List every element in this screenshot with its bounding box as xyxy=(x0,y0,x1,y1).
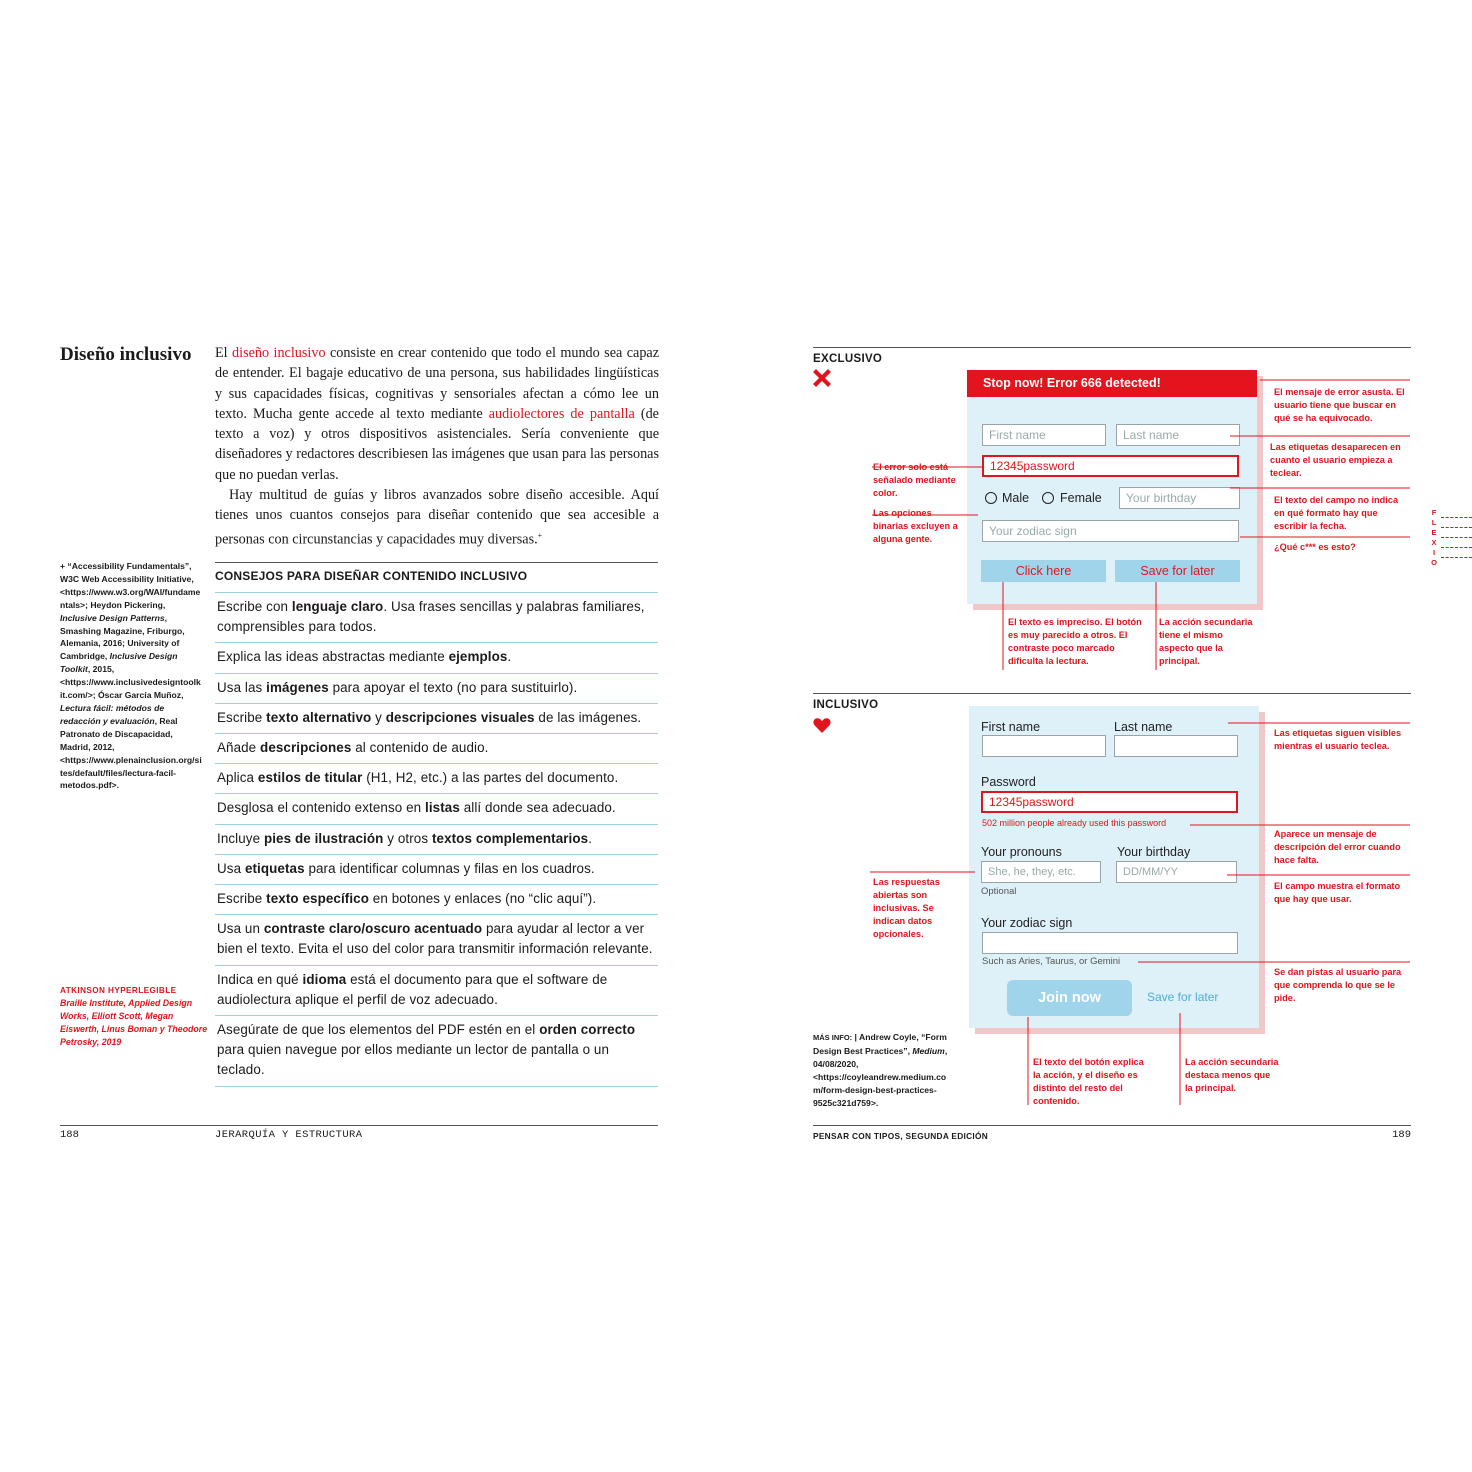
tip-row xyxy=(215,764,658,794)
more-info-label: MÁS INFO: xyxy=(813,1033,853,1042)
tip-text: . Usa frases sencillas y palabras familiares, comprensibles para todos. xyxy=(217,599,645,635)
tip-text: Incluye xyxy=(217,830,264,846)
tip-text: Escribe xyxy=(217,709,267,725)
footnote-marker: + xyxy=(537,530,543,540)
running-head-left: JERARQUÍA Y ESTRUCTURA xyxy=(215,1129,363,1141)
tip-text: de las imágenes. xyxy=(534,709,642,725)
side-tab-letter: X xyxy=(1431,538,1437,547)
tip-row xyxy=(215,643,658,673)
tip-text: y otros xyxy=(383,830,432,846)
more-info-run: Medium xyxy=(912,1045,945,1056)
tip-emphasis: lenguaje claro xyxy=(291,599,384,614)
last-name-label: Last name xyxy=(1114,720,1173,734)
tips-table xyxy=(215,562,658,1087)
tip-text: y xyxy=(371,709,386,725)
note-open-answers: Las respuestas abiertas son inclusivas. Se indican datos opcionales. xyxy=(873,877,940,939)
tip-emphasis: listas xyxy=(425,800,460,816)
tip-emphasis: texto alternativo xyxy=(266,709,372,725)
tip-text: . xyxy=(507,649,512,665)
tip-text: Explica las ideas abstractas mediante xyxy=(217,649,449,665)
password-label: Password xyxy=(981,775,1036,789)
join-now-button[interactable]: Join now xyxy=(1007,980,1132,1016)
zodiac-hint: Such as Aries, Taurus, or Gemini xyxy=(982,956,1121,967)
intro-text xyxy=(215,343,659,550)
tip-text: Asegúrate de que los elementos del PDF estén en el xyxy=(217,1022,540,1038)
footnote xyxy=(60,560,202,792)
password-input[interactable]: 12345password xyxy=(981,791,1238,813)
side-tab-letter: L xyxy=(1431,518,1437,527)
pronouns-label: Your pronouns xyxy=(981,845,1062,859)
running-head-right: PENSAR CON TIPOS, SEGUNDA EDICIÓN xyxy=(813,1131,989,1141)
footnote-run: Lectura fácil: métodos de redacción y evaluación xyxy=(60,702,165,726)
inclusivo-rule xyxy=(813,693,1411,694)
side-tab-letters xyxy=(1428,508,1440,568)
font-credit-title: ATKINSON HYPERLEGIBLE xyxy=(60,986,177,995)
side-tab-letter: F xyxy=(1431,508,1437,517)
tip-emphasis: contraste claro/oscuro acentuado xyxy=(263,921,483,937)
tip-text: para apoyar el texto (no para sustituirlo). xyxy=(328,679,578,695)
side-tab-letter: I xyxy=(1432,548,1436,557)
tip-text: Escribe con xyxy=(217,599,292,614)
first-name-label: First name xyxy=(981,720,1041,734)
inclusivo-label: INCLUSIVO xyxy=(813,699,879,711)
tip-text: está el documento para que el software de audiolectura aplique el perfil de voz adecuado. xyxy=(217,971,608,1007)
exclusivo-label: EXCLUSIVO xyxy=(813,353,883,365)
tip-emphasis: descripciones visuales xyxy=(385,709,535,725)
note-secondary-less: La acción secundaria destaca menos que la principal. xyxy=(1185,1057,1279,1093)
font-credit-body: Braille Institute, Applied Design Works, Elliott Scott, Megan Eiswerth, Linus Boman y Theodore Petrosky, 2019 xyxy=(60,998,208,1047)
tip-text: Aplica xyxy=(217,770,258,786)
tip-row xyxy=(215,734,658,764)
tip-row xyxy=(215,825,658,855)
save-for-later-button[interactable]: Save for later xyxy=(1115,560,1240,582)
tip-text: para identificar columnas y filas en los cuadros. xyxy=(304,860,595,876)
tip-text: al contenido de audio. xyxy=(351,740,489,756)
zodiac-label: Your zodiac sign xyxy=(981,916,1073,930)
tip-emphasis: orden correcto xyxy=(539,1022,636,1038)
pronouns-placeholder: She, he, they, etc. xyxy=(988,866,1076,878)
note-button-text: El texto del botón explica la acción, y el diseño es distinto del resto del contenido. xyxy=(1033,1057,1144,1106)
more-info xyxy=(813,1031,953,1109)
note-what-is-this: ¿Qué c*** es esto? xyxy=(1274,542,1356,552)
tip-emphasis: pies de ilustración xyxy=(263,830,384,846)
tip-row xyxy=(215,915,658,965)
tip-emphasis: etiquetas xyxy=(244,860,305,876)
password-error-message: 502 million people already used this password xyxy=(982,818,1167,828)
note-field-format: El texto del campo no indica en qué formato hay que escribir la fecha. xyxy=(1274,495,1399,531)
tip-text: . xyxy=(588,830,593,846)
intro-highlight: audiolectores de pantalla xyxy=(488,405,635,422)
tip-text: Añade xyxy=(217,740,261,756)
intro-text-run: (de texto a voz) y otros dispositivos asistenciales. Sería conveniente que diseñadores y redactores describiesen las imágenes que usan para las personas que no puedan verlas. xyxy=(215,405,659,483)
tip-text: para quien navegue por ellos mediante un lector de pantalla o un teclado. xyxy=(217,1042,610,1078)
tips-title: CONSEJOS PARA DISEÑAR CONTENIDO INCLUSIVO xyxy=(215,563,658,593)
tip-row xyxy=(215,966,658,1016)
note-error-scares: El mensaje de error asusta. El usuario tiene que buscar en qué se ha equivocado. xyxy=(1274,387,1405,423)
note-hints: Se dan pistas al usuario para que comprenda lo que se le pide. xyxy=(1274,967,1402,1003)
optional-hint: Optional xyxy=(981,886,1017,897)
note-secondary-same: La acción secundaria tiene el mismo aspecto que la principal. xyxy=(1159,617,1253,666)
footnote-run: Inclusive Design Toolkit xyxy=(60,651,178,675)
note-error-description: Aparece un mensaje de descripción del error cuando hace falta. xyxy=(1274,829,1401,865)
footnote-run: , Real Patronato de Discapacidad, Madrid, 2012, <https://www.plenainclusion.org/sites/default/files/lectura-facil-metodos.pdf>. xyxy=(60,715,202,791)
note-field-format-good: El campo muestra el formato que hay que usar. xyxy=(1274,881,1401,904)
intro-highlight: diseño inclusivo xyxy=(232,345,326,361)
tip-text: Desglosa el contenido extenso en xyxy=(217,800,426,816)
save-for-later-link[interactable]: Save for later xyxy=(1147,990,1219,1004)
tip-row xyxy=(215,674,658,704)
intro-text-run: consiste en crear contenido que todo el mundo sea capaz de entender. El bagaje educativo de una persona, sus habilidades lingüísticas y sus capacidades físicas, cognitivas y sensoriales afectan a cómo lee un texto. Mucha gente accede al texto mediante xyxy=(215,345,660,422)
page-number-right: 189 xyxy=(1392,1129,1411,1141)
last-name-field[interactable]: Last name xyxy=(1116,424,1240,446)
tips-list xyxy=(215,593,658,1087)
tip-emphasis: texto específico xyxy=(266,891,369,907)
footer-left xyxy=(60,1125,658,1139)
footnote-run: Inclusive Design Patterns xyxy=(60,612,165,623)
birthday-label: Your birthday xyxy=(1117,845,1191,859)
note-binary-options: Las opciones binarias excluyen a alguna gente. xyxy=(873,508,958,544)
page-number-left: 188 xyxy=(60,1129,79,1141)
tip-row xyxy=(215,855,658,885)
tip-text: en botones y enlaces (no “clic aquí”). xyxy=(368,891,597,907)
note-imprecise-text: El texto es impreciso. El botón es muy parecido a otros. El contraste poco marcado dificulta la lectura. xyxy=(1008,617,1142,666)
password-field[interactable]: 12345password xyxy=(982,455,1239,477)
note-labels-disappear: Las etiquetas desaparecen en cuanto el usuario empieza a teclear. xyxy=(1270,442,1401,478)
birthday-field[interactable]: Your birthday xyxy=(1119,487,1240,509)
tip-text: Escribe xyxy=(217,891,267,907)
side-tab-rules xyxy=(1441,508,1472,558)
tip-row xyxy=(215,704,658,734)
side-tab-letter: E xyxy=(1431,528,1437,537)
exclusivo-rule xyxy=(813,347,1411,348)
tip-text: Usa xyxy=(217,860,245,876)
intro-paragraph-2 xyxy=(215,485,659,550)
zodiac-field[interactable]: Your zodiac sign xyxy=(982,520,1239,542)
tip-row xyxy=(215,885,658,915)
tip-text: Indica en qué xyxy=(217,971,303,987)
tip-emphasis: descripciones xyxy=(260,740,352,756)
side-tab xyxy=(1428,508,1472,568)
footnote-run: , Smashing Magazine, Friburgo, Alemania, 2016; University of Cambridge, xyxy=(60,612,185,662)
footer-right xyxy=(813,1125,1411,1139)
tip-row xyxy=(215,1016,658,1087)
more-info-run: | Andrew Coyle, “Form Design Best Practices”, xyxy=(813,1032,947,1056)
tip-emphasis: textos complementarios xyxy=(431,830,589,846)
radio-male-label: Male xyxy=(1002,491,1030,505)
first-name-field[interactable]: First name xyxy=(982,424,1106,446)
tip-emphasis: ejemplos xyxy=(448,649,508,665)
tip-text: para ayudar al lector a ver bien el texto. Evita el uso del color para transmitir información relevante. xyxy=(217,921,653,957)
birthday-placeholder: DD/MM/YY xyxy=(1123,866,1178,878)
more-info-run: , 04/08/2020, <https://coyleandrew.medium.com/form-design-best-practices-9525c321d759>. xyxy=(813,1045,948,1108)
error-banner: Stop now! Error 666 detected! xyxy=(967,370,1257,397)
heart-icon xyxy=(813,717,831,734)
click-here-button[interactable]: Click here xyxy=(981,560,1106,582)
intro-text-run: El xyxy=(215,345,233,361)
font-credit xyxy=(60,984,210,1049)
tip-text: Usa un xyxy=(217,921,264,937)
footnote-run: , 2015, <https://www.inclusivedesigntoolkit.com/>; Óscar García Muñoz, xyxy=(60,664,201,701)
tip-row xyxy=(215,794,658,824)
note-labels-visible: Las etiquetas siguen visibles mientras el usuario teclea. xyxy=(1274,728,1402,751)
radio-female-label: Female xyxy=(1060,491,1102,505)
note-error-color: El error solo está señalado mediante color. xyxy=(873,462,956,498)
footnote-run: + “Accessibility Fundamentals”, W3C Web Accessibility Initiative, <https://www.w3.org/WAI/fundamentals>; Heydon Pickering, xyxy=(60,561,201,610)
tip-row xyxy=(215,593,658,643)
tip-text: (H1, H2, etc.) a las partes del documento. xyxy=(362,770,619,786)
tip-emphasis: imágenes xyxy=(266,679,329,695)
tip-emphasis: estilos de titular xyxy=(257,770,363,786)
tip-emphasis: idioma xyxy=(302,971,347,987)
section-heading: Diseño inclusivo xyxy=(60,344,192,365)
tip-text: allí donde sea adecuado. xyxy=(459,800,616,816)
intro-paragraph-1 xyxy=(215,343,659,485)
intro-paragraph-2-text: Hay multitud de guías y libros avanzados sobre diseño accesible. Aquí tienes unos cuantos consejos para diseñar contenido que sea accesible a personas con circunstancias y capacidades muy diversas. xyxy=(215,487,659,548)
tip-text: Usa las xyxy=(217,679,267,695)
side-tab-letter: O xyxy=(1431,558,1437,567)
